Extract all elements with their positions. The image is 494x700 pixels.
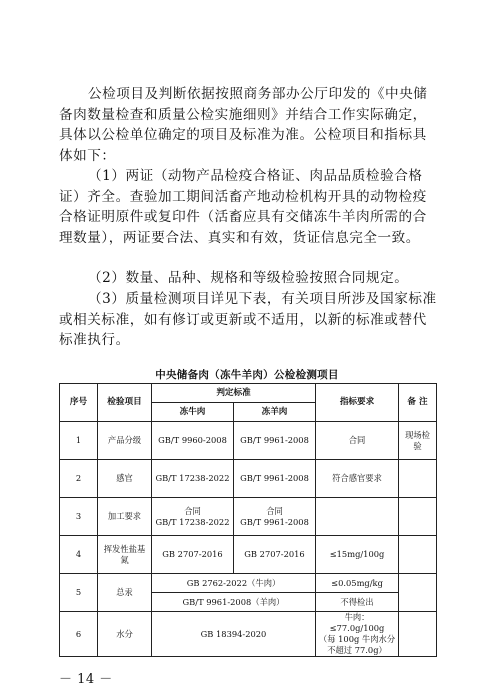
table-row — [60, 422, 437, 460]
item-3-paragraph — [59, 289, 439, 351]
intro-text: 公检项目及判断依据按照商务部办公厅印发的《中央储备肉数量检查和质量公检实施细则》并结合工作实际确定，具体以公检单位确定的项目及标准为准。公检项目和指标具体如下： — [59, 86, 428, 164]
table-row — [60, 612, 437, 657]
table-row — [60, 536, 437, 574]
item-1-paragraph — [59, 166, 439, 248]
cell-mutton-line-2: GB/T 9961-2008 — [240, 516, 309, 527]
cell-requirement-beef: ≤0.05mg/kg — [316, 574, 399, 593]
cell-seq: 5 — [60, 574, 98, 612]
header-mutton: 冻羊肉 — [234, 403, 316, 422]
item-1-text: （1）两证（动物产品检疫合格证、肉品品质检验合格证）齐全。查验加工期间活畜产地动检机构开具的动物检疫合格证明原件或复印件（活畜应具有交储冻牛羊肉所需的合理数量），两证要合法、真实和有效，货证信息完全一致。 — [59, 168, 427, 246]
cell-seq: 2 — [60, 460, 98, 498]
header-beef: 冻牛肉 — [152, 403, 234, 422]
cell-standard-mutton: GB/T 9961-2008（羊肉） — [152, 593, 316, 612]
cell-item: 挥发性盐基氮 — [98, 536, 152, 574]
item-2-paragraph — [59, 268, 439, 289]
cell-mutton: GB/T 9961-2008 — [234, 422, 316, 460]
item-2-text: （2）数量、品种、规格和等级检验按照合同规定。 — [88, 270, 409, 286]
cell-beef: GB 2707-2016 — [152, 536, 234, 574]
cell-requirement-line-3: 不超过 77.0g） — [327, 645, 387, 655]
cell-item: 总汞 — [98, 574, 152, 612]
header-note: 备 注 — [399, 384, 437, 422]
cell-mutton — [234, 498, 316, 536]
inspection-table — [59, 383, 437, 657]
cell-seq: 1 — [60, 422, 98, 460]
cell-note — [399, 498, 437, 536]
cell-beef-line-1: 合同 — [184, 505, 201, 516]
cell-requirement: 符合感官要求 — [316, 460, 399, 498]
page-number: － 14 － — [59, 672, 113, 687]
cell-item: 加工要求 — [98, 498, 152, 536]
cell-note — [399, 612, 437, 657]
cell-note: 现场检验 — [399, 422, 437, 460]
header-standard: 判定标准 — [152, 384, 316, 403]
cell-item: 水分 — [98, 612, 152, 657]
cell-requirement-line-2: （每 100g 牛肉水分 — [318, 634, 396, 644]
item-3-text: （3）质量检测项目详见下表，有关项目所涉及国家标准或相关标准，如有修订或更新或不适用，以新的标准或替代标准执行。 — [59, 291, 437, 348]
cell-beef: GB/T 17238-2022 — [152, 460, 234, 498]
cell-standard-beef: GB 2762-2022（牛肉） — [152, 574, 316, 593]
cell-standard: GB 18394-2020 — [152, 612, 316, 657]
cell-requirement — [316, 498, 399, 536]
table-row — [60, 460, 437, 498]
cell-note — [399, 536, 437, 574]
cell-seq: 6 — [60, 612, 98, 657]
cell-note — [399, 574, 437, 612]
table-row — [60, 574, 437, 593]
cell-requirement-line-1: 牛肉：≤77.0g/100g — [329, 612, 385, 633]
cell-requirement: 合同 — [316, 422, 399, 460]
cell-requirement: ≤15mg/100g — [316, 536, 399, 574]
header-requirement: 指标要求 — [316, 384, 399, 422]
cell-requirement-mutton: 不得检出 — [316, 593, 399, 612]
cell-seq: 3 — [60, 498, 98, 536]
cell-seq: 4 — [60, 536, 98, 574]
cell-beef-line-2: GB/T 17238-2022 — [155, 516, 230, 527]
intro-paragraph — [59, 84, 439, 166]
cell-item: 产品分级 — [98, 422, 152, 460]
cell-beef — [152, 498, 234, 536]
header-item: 检验项目 — [98, 384, 152, 422]
cell-item: 感官 — [98, 460, 152, 498]
cell-mutton-line-1: 合同 — [266, 505, 283, 516]
cell-mutton: GB 2707-2016 — [234, 536, 316, 574]
table-header-row — [60, 384, 437, 403]
cell-note — [399, 460, 437, 498]
cell-beef: GB/T 9960-2008 — [152, 422, 234, 460]
cell-mutton: GB/T 9961-2008 — [234, 460, 316, 498]
cell-requirement — [316, 612, 399, 657]
table-caption: 中央储备肉（冻牛羊肉）公检检测项目 — [155, 369, 339, 381]
table-row — [60, 498, 437, 536]
header-seq: 序号 — [60, 384, 98, 422]
